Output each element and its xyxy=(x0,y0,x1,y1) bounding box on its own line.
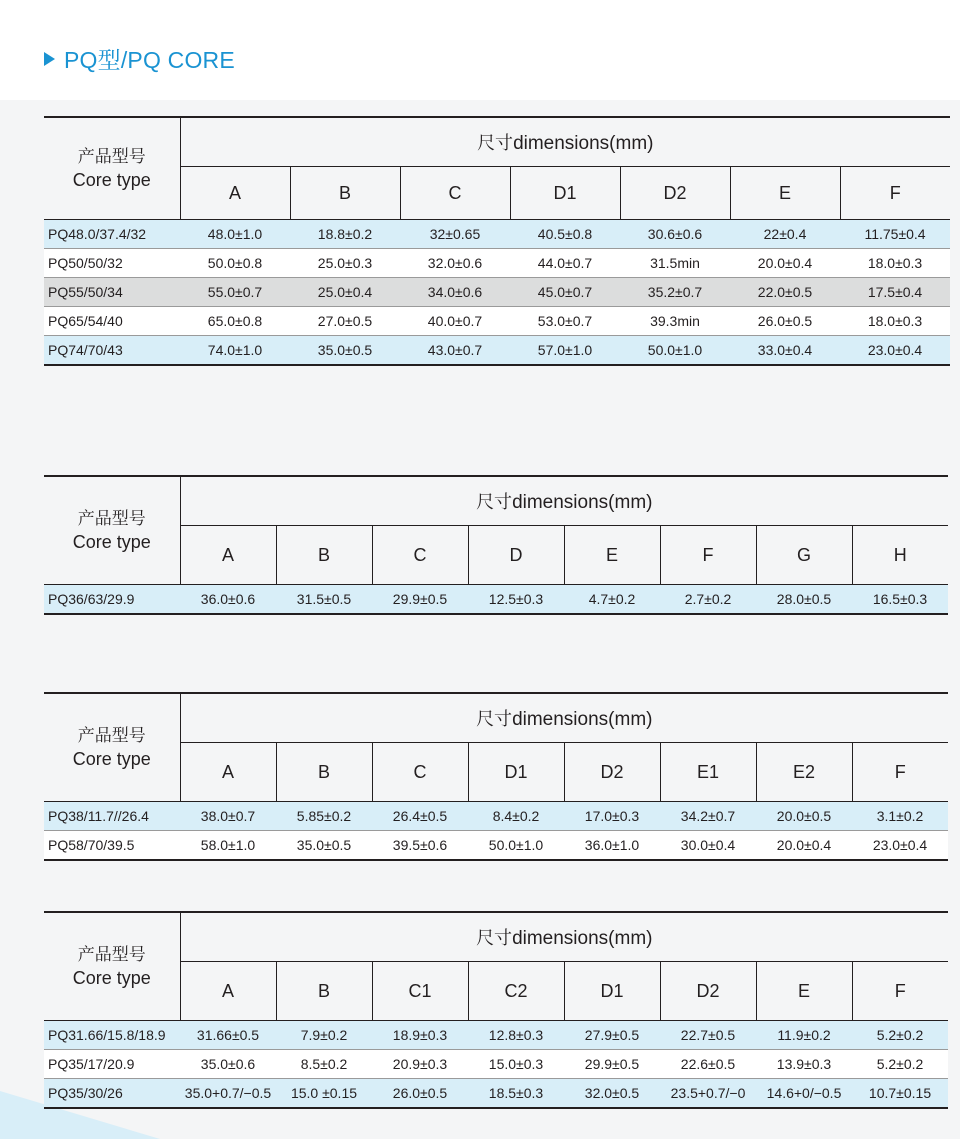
column-header: F xyxy=(852,962,948,1021)
dimension-cell: 45.0±0.7 xyxy=(510,278,620,307)
core-type-cell: PQ74/70/43 xyxy=(44,336,180,366)
dimension-cell: 14.6+0/−0.5 xyxy=(756,1079,852,1109)
dimension-cell: 43.0±0.7 xyxy=(400,336,510,366)
core-type-cell: PQ36/63/29.9 xyxy=(44,585,180,615)
dimension-cell: 20.0±0.5 xyxy=(756,802,852,831)
dimension-cell: 26.0±0.5 xyxy=(372,1079,468,1109)
core-type-cell: PQ65/54/40 xyxy=(44,307,180,336)
spec-table xyxy=(44,692,948,861)
dimension-cell: 53.0±0.7 xyxy=(510,307,620,336)
dimensions-header-cn: 尺寸 xyxy=(476,928,513,949)
dimension-cell: 22.6±0.5 xyxy=(660,1050,756,1079)
dimension-cell: 16.5±0.3 xyxy=(852,585,948,615)
dimension-cell: 22.0±0.5 xyxy=(730,278,840,307)
dimension-cell: 3.1±0.2 xyxy=(852,802,948,831)
column-header: H xyxy=(852,526,948,585)
dimension-cell: 4.7±0.2 xyxy=(564,585,660,615)
column-header: E xyxy=(730,167,840,220)
core-type-header xyxy=(44,693,180,802)
page-title-text: PQ型/PQ CORE xyxy=(64,47,235,73)
header-row xyxy=(44,693,948,743)
table-row xyxy=(44,1079,948,1109)
dimension-cell: 30.0±0.4 xyxy=(660,831,756,861)
dimension-cell: 32.0±0.5 xyxy=(564,1079,660,1109)
dimensions-header-en: dimensions(mm) xyxy=(512,492,653,513)
dimension-cell: 35.0±0.5 xyxy=(276,831,372,861)
dimension-cell: 17.5±0.4 xyxy=(840,278,950,307)
column-header: B xyxy=(276,743,372,802)
column-header: F xyxy=(852,743,948,802)
dimensions-header-en: dimensions(mm) xyxy=(513,133,654,154)
dimension-cell: 28.0±0.5 xyxy=(756,585,852,615)
table-row xyxy=(44,831,948,861)
table-row xyxy=(44,802,948,831)
dimensions-header-en: dimensions(mm) xyxy=(512,709,653,730)
dimension-cell: 32±0.65 xyxy=(400,220,510,249)
dimension-cell: 17.0±0.3 xyxy=(564,802,660,831)
dimension-cell: 35.0+0.7/−0.5 xyxy=(180,1079,276,1109)
column-header: C xyxy=(372,743,468,802)
dimension-cell: 74.0±1.0 xyxy=(180,336,290,366)
dimension-cell: 15.0±0.3 xyxy=(468,1050,564,1079)
dimension-cell: 5.2±0.2 xyxy=(852,1050,948,1079)
dimension-cell: 5.85±0.2 xyxy=(276,802,372,831)
dimension-cell: 40.5±0.8 xyxy=(510,220,620,249)
column-header: F xyxy=(840,167,950,220)
header-row xyxy=(44,476,948,526)
dimension-cell: 31.66±0.5 xyxy=(180,1021,276,1050)
spec-table xyxy=(44,475,948,615)
dimension-cell: 35.0±0.5 xyxy=(290,336,400,366)
dimensions-header-cn: 尺寸 xyxy=(476,492,513,513)
triangle-bullet-icon xyxy=(44,52,55,66)
column-header: E2 xyxy=(756,743,852,802)
core-type-header-en: Core type xyxy=(72,169,151,190)
table-row xyxy=(44,220,950,249)
core-type-header-cn: 产品型号 xyxy=(77,146,146,167)
core-type-cell: PQ35/17/20.9 xyxy=(44,1050,180,1079)
core-type-cell: PQ35/30/26 xyxy=(44,1079,180,1109)
column-header: C2 xyxy=(468,962,564,1021)
dimension-cell: 23.5+0.7/−0 xyxy=(660,1079,756,1109)
dimension-cell: 30.6±0.6 xyxy=(620,220,730,249)
dimension-cell: 20.0±0.4 xyxy=(730,249,840,278)
core-type-cell: PQ31.66/15.8/18.9 xyxy=(44,1021,180,1050)
dimension-cell: 18.0±0.3 xyxy=(840,307,950,336)
column-header: D2 xyxy=(564,743,660,802)
dimension-cell: 26.4±0.5 xyxy=(372,802,468,831)
dimension-cell: 20.0±0.4 xyxy=(756,831,852,861)
table-row xyxy=(44,307,950,336)
dimension-cell: 34.2±0.7 xyxy=(660,802,756,831)
column-header: D2 xyxy=(620,167,730,220)
dimension-cell: 13.9±0.3 xyxy=(756,1050,852,1079)
column-header: A xyxy=(180,962,276,1021)
core-type-header xyxy=(44,912,180,1021)
column-header: D1 xyxy=(510,167,620,220)
dimension-cell: 15.0 ±0.15 xyxy=(276,1079,372,1109)
dimension-cell: 5.2±0.2 xyxy=(852,1021,948,1050)
dimension-cell: 29.9±0.5 xyxy=(372,585,468,615)
dimension-cell: 39.5±0.6 xyxy=(372,831,468,861)
core-type-header-cn: 产品型号 xyxy=(77,508,146,529)
column-header: D xyxy=(468,526,564,585)
column-header-row xyxy=(44,526,948,585)
dimension-cell: 36.0±1.0 xyxy=(564,831,660,861)
core-type-header-cn: 产品型号 xyxy=(77,944,146,965)
spec-table xyxy=(44,911,948,1109)
core-type-header xyxy=(44,476,180,585)
table-row xyxy=(44,249,950,278)
dimension-cell: 31.5min xyxy=(620,249,730,278)
dimensions-header-cn: 尺寸 xyxy=(476,709,513,730)
dimension-cell: 36.0±0.6 xyxy=(180,585,276,615)
column-header: C xyxy=(372,526,468,585)
table-row xyxy=(44,1021,948,1050)
dimension-cell: 25.0±0.4 xyxy=(290,278,400,307)
column-header: B xyxy=(276,962,372,1021)
dimension-cell: 8.5±0.2 xyxy=(276,1050,372,1079)
column-header-row xyxy=(44,167,950,220)
table-row xyxy=(44,336,950,366)
dimension-cell: 29.9±0.5 xyxy=(564,1050,660,1079)
core-type-cell: PQ38/11.7//26.4 xyxy=(44,802,180,831)
dimension-cell: 11.9±0.2 xyxy=(756,1021,852,1050)
dimension-cell: 50.0±1.0 xyxy=(468,831,564,861)
dimension-cell: 58.0±1.0 xyxy=(180,831,276,861)
core-type-cell: PQ50/50/32 xyxy=(44,249,180,278)
dimension-cell: 11.75±0.4 xyxy=(840,220,950,249)
dimensions-header xyxy=(180,912,948,962)
dimensions-header xyxy=(180,693,948,743)
core-type-header-cn: 产品型号 xyxy=(77,725,146,746)
dimension-cell: 31.5±0.5 xyxy=(276,585,372,615)
column-header: E xyxy=(564,526,660,585)
core-type-cell: PQ58/70/39.5 xyxy=(44,831,180,861)
dimension-cell: 48.0±1.0 xyxy=(180,220,290,249)
dimension-cell: 38.0±0.7 xyxy=(180,802,276,831)
dimension-cell: 23.0±0.4 xyxy=(840,336,950,366)
dimension-cell: 55.0±0.7 xyxy=(180,278,290,307)
table-row xyxy=(44,278,950,307)
dimension-cell: 26.0±0.5 xyxy=(730,307,840,336)
dimension-cell: 35.0±0.6 xyxy=(180,1050,276,1079)
dimension-cell: 50.0±0.8 xyxy=(180,249,290,278)
dimensions-header xyxy=(180,476,948,526)
dimension-cell: 18.9±0.3 xyxy=(372,1021,468,1050)
core-type-header-en: Core type xyxy=(72,967,151,988)
dimensions-header-en: dimensions(mm) xyxy=(512,928,653,949)
spec-table xyxy=(44,116,950,366)
table-row xyxy=(44,1050,948,1079)
column-header: E xyxy=(756,962,852,1021)
dimension-cell: 23.0±0.4 xyxy=(852,831,948,861)
column-header: E1 xyxy=(660,743,756,802)
dimension-cell: 33.0±0.4 xyxy=(730,336,840,366)
column-header: A xyxy=(180,526,276,585)
page-title xyxy=(44,42,235,75)
column-header: C xyxy=(400,167,510,220)
column-header-row xyxy=(44,962,948,1021)
core-type-cell: PQ48.0/37.4/32 xyxy=(44,220,180,249)
core-type-header-en: Core type xyxy=(72,748,151,769)
dimensions-header xyxy=(180,117,950,167)
column-header: B xyxy=(276,526,372,585)
dimension-cell: 22.7±0.5 xyxy=(660,1021,756,1050)
table-row xyxy=(44,585,948,615)
column-header: D2 xyxy=(660,962,756,1021)
dimension-cell: 18.5±0.3 xyxy=(468,1079,564,1109)
core-type-cell: PQ55/50/34 xyxy=(44,278,180,307)
dimension-cell: 10.7±0.15 xyxy=(852,1079,948,1109)
dimension-cell: 20.9±0.3 xyxy=(372,1050,468,1079)
column-header: C1 xyxy=(372,962,468,1021)
column-header: F xyxy=(660,526,756,585)
core-type-header-en: Core type xyxy=(72,531,151,552)
dimension-cell: 27.0±0.5 xyxy=(290,307,400,336)
dimension-cell: 18.0±0.3 xyxy=(840,249,950,278)
column-header: D1 xyxy=(564,962,660,1021)
dimension-cell: 39.3min xyxy=(620,307,730,336)
dimension-cell: 44.0±0.7 xyxy=(510,249,620,278)
dimension-cell: 22±0.4 xyxy=(730,220,840,249)
column-header: A xyxy=(180,167,290,220)
dimension-cell: 40.0±0.7 xyxy=(400,307,510,336)
dimension-cell: 57.0±1.0 xyxy=(510,336,620,366)
dimension-cell: 32.0±0.6 xyxy=(400,249,510,278)
dimension-cell: 65.0±0.8 xyxy=(180,307,290,336)
column-header-row xyxy=(44,743,948,802)
dimensions-header-cn: 尺寸 xyxy=(477,133,514,154)
dimension-cell: 34.0±0.6 xyxy=(400,278,510,307)
dimension-cell: 12.8±0.3 xyxy=(468,1021,564,1050)
dimension-cell: 18.8±0.2 xyxy=(290,220,400,249)
column-header: B xyxy=(290,167,400,220)
dimension-cell: 27.9±0.5 xyxy=(564,1021,660,1050)
dimension-cell: 2.7±0.2 xyxy=(660,585,756,615)
dimension-cell: 8.4±0.2 xyxy=(468,802,564,831)
dimension-cell: 12.5±0.3 xyxy=(468,585,564,615)
header-row xyxy=(44,117,950,167)
dimension-cell: 35.2±0.7 xyxy=(620,278,730,307)
column-header: A xyxy=(180,743,276,802)
core-type-header xyxy=(44,117,180,220)
header-row xyxy=(44,912,948,962)
dimension-cell: 50.0±1.0 xyxy=(620,336,730,366)
dimension-cell: 7.9±0.2 xyxy=(276,1021,372,1050)
column-header: G xyxy=(756,526,852,585)
column-header: D1 xyxy=(468,743,564,802)
dimension-cell: 25.0±0.3 xyxy=(290,249,400,278)
